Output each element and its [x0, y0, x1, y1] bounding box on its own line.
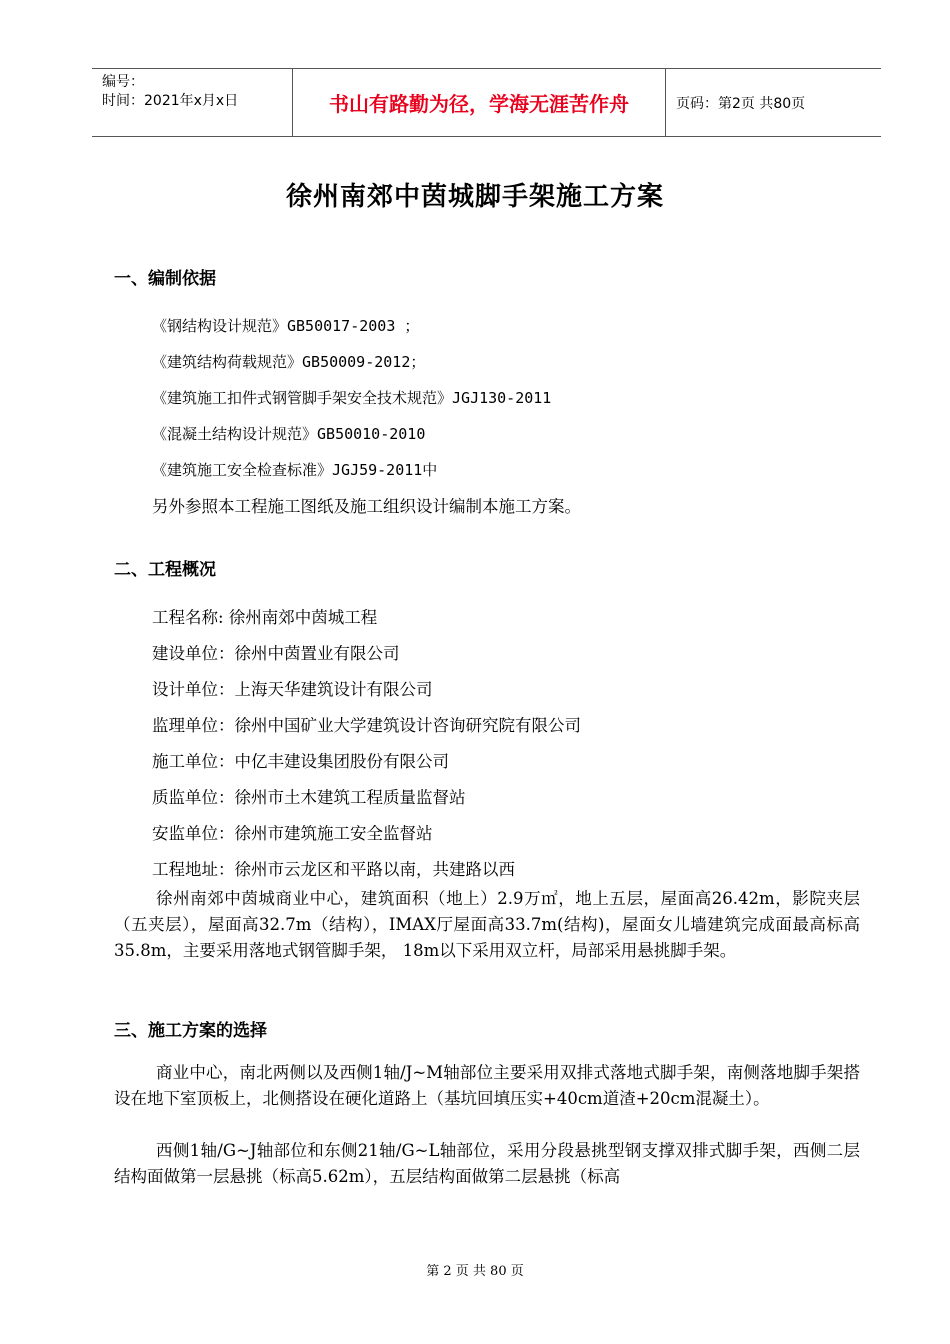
- overview-item: 监理单位：徐州中国矿业大学建筑设计咨询研究院有限公司: [152, 716, 581, 735]
- reference-note: 另外参照本工程施工图纸及施工组织设计编制本施工方案。: [152, 497, 581, 516]
- overview-item: 设计单位：上海天华建筑设计有限公司: [152, 680, 433, 699]
- header-page-number: 页码：第2页 共80页: [676, 95, 806, 112]
- overview-description: 徐州南郊中茵城商业中心，建筑面积（地上）2.9万㎡，地上五层，屋面高26.42m，影院夹层（五夹层），屋面高32.7m（结构），IMAX厅屋面高33.7m(结构)，屋面女儿墙建筑完成面最高标高35.8m，主要采用落地式钢管脚手架， 18m以下采用双立杆，局部采用悬挑脚手架。: [114, 889, 860, 960]
- reference-item: 《建筑施工安全检查标准》JGJ59-2011中: [152, 461, 438, 479]
- overview-item: 施工单位：中亿丰建设集团股份有限公司: [152, 752, 449, 771]
- header-motto: 书山有路勤为径，学海无涯苦作舟: [293, 69, 666, 136]
- reference-item: 《建筑施工扣件式钢管脚手架安全技术规范》JGJ130-2011: [152, 389, 552, 407]
- document-title: 徐州南郊中茵城脚手架施工方案: [285, 182, 664, 212]
- page-footer: 第 2 页 共 80 页: [426, 1264, 524, 1279]
- overview-item: 安监单位：徐州市建筑施工安全监督站: [152, 824, 433, 843]
- plan-paragraph: 西侧1轴/G~J轴部位和东侧21轴/G~L轴部位，采用分段悬挑型钢支撑双排式脚手架，西侧二层结构面做第一层悬挑（标高5.62m），五层结构面做第二层悬挑（标高: [114, 1141, 860, 1186]
- overview-item: 工程地址：徐州市云龙区和平路以南，共建路以西: [152, 860, 515, 879]
- reference-item: 《建筑结构荷载规范》GB50009-2012；: [152, 353, 426, 371]
- time-label: 时间：2021年x月x日: [102, 93, 239, 109]
- plan-paragraph: 商业中心，南北两侧以及西侧1轴/J~M轴部位主要采用双排式落地式脚手架，南侧落地脚手架搭设在地下室顶板上，北侧搭设在硬化道路上（基坑回填压实+40cm道渣+20cm混凝土）。: [114, 1063, 860, 1108]
- serial-label: 编号：: [102, 74, 144, 90]
- header-meta: [92, 69, 293, 136]
- reference-item: 《钢结构设计规范》GB50017-2003 ；: [152, 317, 420, 335]
- overview-item: 建设单位：徐州中茵置业有限公司: [152, 644, 400, 663]
- overview-item: 工程名称: 徐州南郊中茵城工程: [152, 608, 378, 627]
- reference-item: 《混凝土结构设计规范》GB50010-2010: [152, 425, 426, 443]
- section-heading-overview: 二、工程概况: [114, 560, 216, 580]
- overview-item: 质监单位：徐州市土木建筑工程质量监督站: [152, 788, 466, 807]
- section-heading-plan: 三、施工方案的选择: [114, 1021, 267, 1041]
- page-header: [92, 68, 881, 137]
- section-heading-basis: 一、编制依据: [114, 269, 216, 289]
